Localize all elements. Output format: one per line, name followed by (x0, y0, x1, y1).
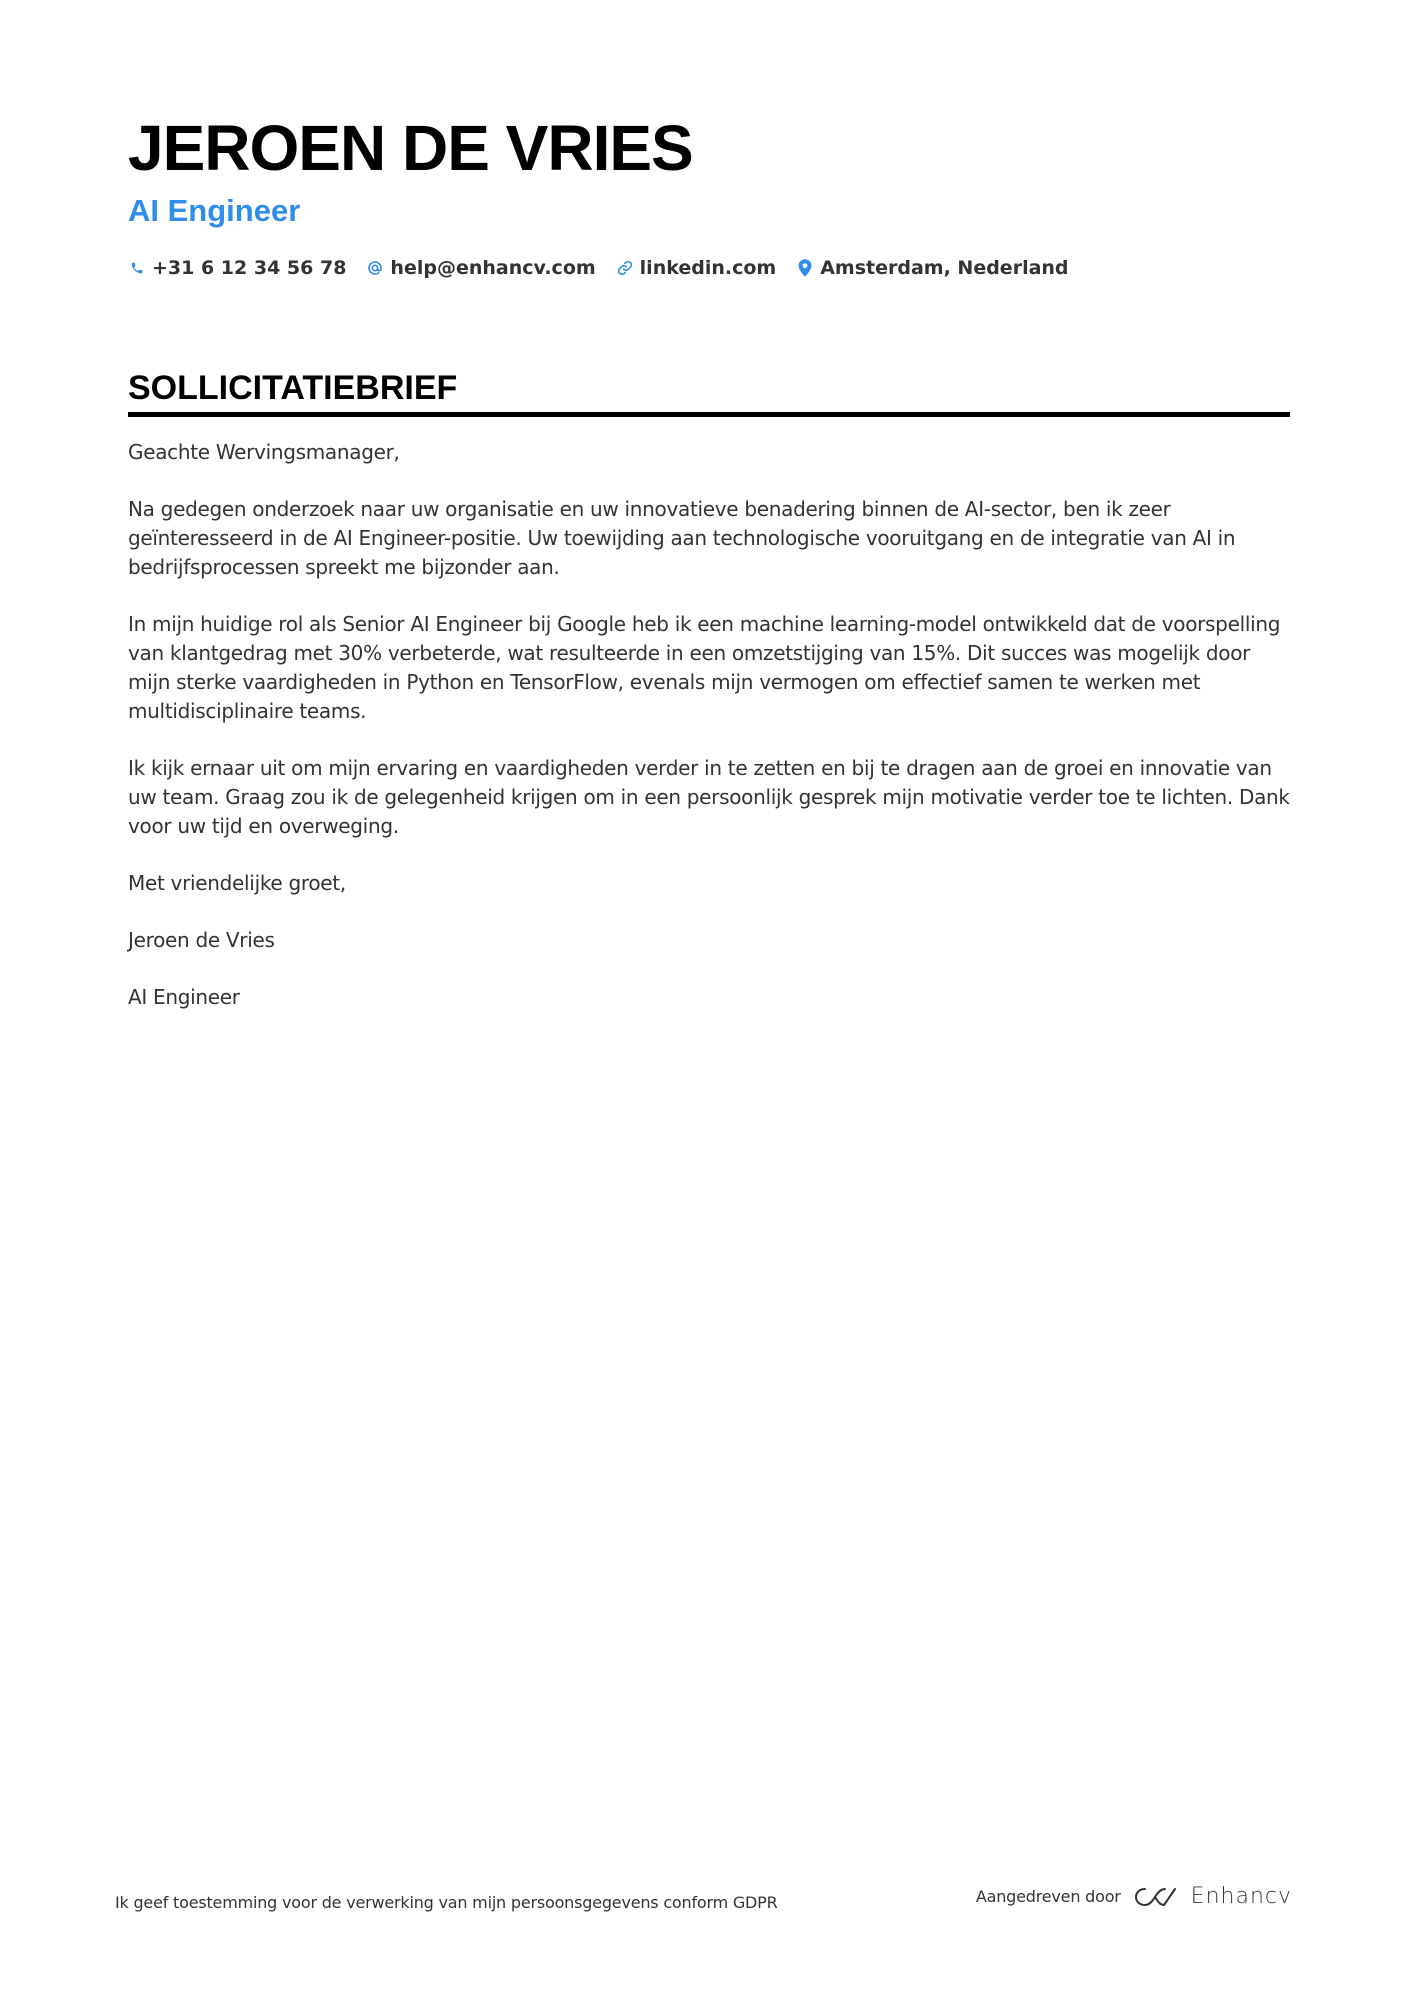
map-pin-icon (796, 258, 814, 278)
link-icon (616, 258, 634, 278)
contact-location (796, 257, 1068, 279)
contact-email (366, 257, 595, 279)
section-title: SOLLICITATIEBRIEF (128, 366, 1290, 417)
powered-by-label: Aangedreven door (975, 1887, 1121, 1906)
contact-phone (128, 257, 346, 279)
letter-body (128, 438, 1290, 1040)
candidate-job-title: AI Engineer (128, 193, 301, 228)
contact-info-row (128, 252, 1089, 284)
contact-location-text: Amsterdam, Nederland (820, 257, 1069, 279)
contact-email-text: help@enhancv.com (390, 257, 596, 279)
letter-signature-title: AI Engineer (128, 985, 240, 1009)
letter-paragraph-3: Ik kijk ernaar uit om mijn ervaring en vaardigheden verder in te zetten en bij te dragen aan de groei en innovatie van uw team. Graag zou ik de gelegenheid krijgen om in een persoonlijk gesprek mijn motivatie verder toe te lichten. Dank voor uw tijd en overweging. (128, 756, 1290, 838)
contact-linkedin (616, 257, 777, 279)
letter-paragraph-1: Na gedegen onderzoek naar uw organisatie en uw innovatieve benadering binnen de AI-sector, ben ik zeer geïnteresseerd in de AI Engineer-positie. Uw toewijding aan technologische vooruitgang en de integratie van AI in bedrijfsprocessen spreekt me bijzonder aan. (128, 497, 1236, 579)
at-icon (366, 258, 384, 278)
contact-phone-text: +31 6 12 34 56 78 (152, 257, 347, 279)
candidate-name: JEROEN DE VRIES (128, 112, 693, 184)
letter-signature-name: Jeroen de Vries (128, 928, 275, 952)
phone-icon (128, 258, 146, 278)
contact-linkedin-text: linkedin.com (639, 257, 777, 279)
brand-name: Enhancv (1190, 1884, 1292, 1909)
footer-consent-text: Ik geef toestemming voor de verwerking van mijn persoonsgegevens conform GDPR (115, 1893, 778, 1912)
enhancv-logo-icon (1133, 1885, 1179, 1909)
letter-closing: Met vriendelijke groet, (128, 871, 346, 895)
footer-brand[interactable] (976, 1884, 1292, 1909)
letter-salutation: Geachte Wervingsmanager, (128, 440, 400, 464)
letter-paragraph-2: In mijn huidige rol als Senior AI Engineer bij Google heb ik een machine learning-model ontwikkeld dat de voorspelling van klantgedrag met 30% verbeterde, wat resulteerde in een omzetstijging van 15%. Dit succes was mogelijk door mijn sterke vaardigheden in Python en TensorFlow, evenals mijn vermogen om effectief samen te werken met multidisciplinaire teams. (128, 612, 1281, 723)
